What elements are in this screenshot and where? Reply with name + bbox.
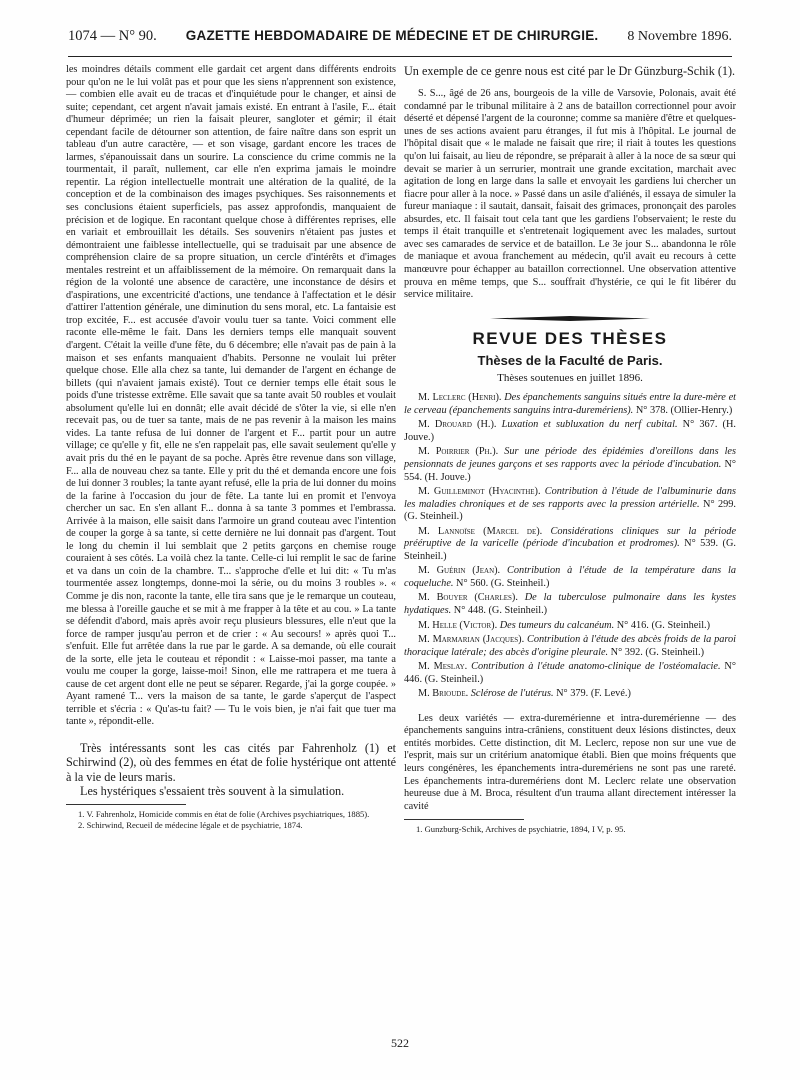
thesis-reference: N° 539. (G. Steinheil.) [404,538,736,562]
thesis-entry [404,661,736,686]
thesis-title: Luxation et subluxation du nerf cubital. [501,419,678,431]
thesis-reference: N° 378. (Ollier-Henry.) [635,404,733,416]
thesis-author: M. Guérin (Jean). [418,565,501,577]
thesis-author: M. Marmarian (Jacques). [418,634,525,646]
page-number: 522 [391,1036,409,1050]
thesis-title: Sclérose de l'utérus. [470,688,554,700]
footnote-gunzburg: 1. Gunzburg-Schik, Archives de psychiatrie, 1894, I V, p. 95. [416,824,626,835]
simulation-case-paragraph: S. S..., âgé de 26 ans, bourgeois de la ville de Varsovie, Polonais, avait été condamné par le tribunal militaire à 2 ans de bataillon correctionnel pour avoir déserté et dépensé l'argent de la couronne; comme sa manière d'être et quelques-unes de ses actions avaient paru étranges, il fut mis à l'hôpital. Le journal de l'hôpital disait que « le malade ne faisait que rire; il riait à toutes les questions qu'on lui faisait, au lieu de répondre, se préparait à aller à la noce de sa sœur qui devait se marier à un serrurier, montrait une grande excitation, marchait avec agitation de long en large dans la salle et envoyait les gardiens lui chercher un fiacre pour aller à la noce. » Passé dans un asile d'aliénés, il essaya de simuler la fureur maniaque : il sautait, dansait, faisait des grimaces, prononçait des paroles absurdes, etc. Il faisait tout cela tant que les gardiens l'observaient; le reste du temps il était tranquille et s'entretenait logiquement avec les malades, surtout avec ses camarades de service et de bataillon. Le 3e jour S... abandonna le rôle de maniaque et avoua franchement au médecin, qu'il avait eu recours à cette manœuvre pour échapper au bataillon correctionnel. Une observation attentive prouva en même temps, que S... souffrait d'hystérie, ce qui le fit libérer du service militaire. [404,88,736,301]
theses-subheading: Thèses soutenues en juillet 1896. [497,371,643,384]
thesis-title: Des épanchements sanguins situés entre la dure-mère et le cerveau (épanchements sanguins intra-duremériens). [404,392,736,416]
left-footnotes [66,809,396,830]
thesis-title: Considérations cliniques sur la période prééruptive de la varicelle (période d'incubation et prodromes). [404,525,737,550]
theses-list [404,392,736,701]
gunzburg-intro: Un exemple de ce genre nous est cité par le Dr Günzburg-Schik (1). [404,64,736,78]
thesis-entry [404,419,736,444]
thesis-reference: N° 392. (G. Steinheil.) [610,646,705,658]
thesis-reference: N° 446. (G. Steinheil.) [404,661,736,685]
journal-title: GAZETTE HEBDOMADAIRE DE MÉDECINE ET DE CHIRURGIE. [185,28,599,43]
thesis-reference: N° 367. (H. Jouve.) [404,419,736,443]
case-narrative-paragraph: les moindres détails comment elle gardait cet argent dans différents endroits pour qu'on ne le lui volât pas et pour que les siens n'apprennent son existence, — combien elle avait eu de tracas et d'inquiétude pour le changer, et ainsi de suite; cependant, cet argent n'avait jamais existé. En entrant à l'asile, F... était d'humeur déprimée; un rien la faisait pleurer, sangloter et gémir; il était cependant facile de détourner son attention, de faire naître dans son esprit un tableau d'un autre caractère, — et son visage, gardant encore les traces de larmes, s'épanouissait dans un sourire. La conscience du crime commis ne la tourmentait, il paraît, nullement, car elle n'en exprima jamais le moindre repentir. La région intellectuelle montrait une altération de la qualité, de la conception et de la combinaison des images psychiques. Ses raisonnements et ses conclusions étaient superficiels, pas assez approfondis, manquaient de précision et de logique. En racontant quelque chose à différentes reprises, elle en variait et embrouillait les détails. Ses souvenirs n'étaient pas justes et démontraient une faiblesse intellectuelle, qui se traduisait par une absence de compréhension claire de sa propre situation, un cercle d'intérêts et d'images mentales restreint et un affaiblissement de la mémoire. On remarquait dans la région de la volonté une absence de caractère, une inconstance de désirs et d'aspirations, une excentricité d'actions, une tendance à l'affectation et le désir d'attirer l'attention générale, une diminution du sens moral, etc. La fantaisie est trop excitée, F... est accusée d'avoir voulu tuer sa tante. Voici comment elle raconte elle-même le fait. Dans les derniers temps elle manquait souvent d'argent. C'était la veille d'une fête, du 6 décembre; elle n'avait pas de pain à la maison et ses enfants manquaient d'habits. Personne ne voulait lui prêter quelque chose. Elle alla chez sa tante, lui demander de l'argent en échange de billets (qui n'avaient jamais existé). Tout ce dernier temps elle était sous le poids d'une tristesse extrême. Elle savait que sa tante avait 50 roubles et voulait absolument qu'elle lui en donnât; elle avait décidé de s'ôter la vie, si elle n'en recevait pas, ou de tuer sa tante, mais de ne pas revenir à la maison les mains vides. La tante refusa de lui donner de l'argent et F... partit pour un autre village; ce qu'elle y fit, elle ne s'en rappelait pas, elle savait seulement qu'elle y avait pris du thé en le payant de sa poche. Après être revenue dans son village, F... alla de nouveau chez sa tante. Elle y prit du thé et demanda encore une fois de lui donner 3 roubles; la tante ayant refusé, elle la pria de lui donner du moins de la farine à l'occasion du jour de fête. La tante lui en promit et l'envoya chercher un sac. En s'en allant F... donna à sa tante 3 pommes et l'embrassa. Arrivée à la maison, elle saisit dans l'armoire un grand couteau avec l'intention de couper la gorge à sa tante, si cette dernière ne lui donnait pas d'argent. Tout le long du chemin il lui semblait que 2 petits garçons en chemise rouge couraient à ses côtés. La voilà chez la tante. Celle-ci lui remplit le sac de farine et va dans un coin de la chambre. T... s'approche d'elle et lui dit: « Tu m'as tourmentée assez longtemps, donne-moi la série, ou du moins 3 roubles ». « Comme je dis non, raconte la tante, elle tira sans que je le remarque un couteau, me blessa à l'oreille gauche et se mit à me frapper à la tête et au cou. » La tante se défendit d'abord, mais après avoir reçu plusieurs blessures, elle n'eut que la force de ramper jusqu'au perron et de crier : « Au secours! » après quoi T... s'enfuit. Elle fut arrêtée dans la rue par le garde. A sa demande, où elle courait de la sorte, elle jeta le couteau et répondit : « Laisse-moi passer, ma tante a voulu me couper la gorge, laisse-moi! Sinon, elle me rattrapera et me tuera à cause de cet argent dont elle ne peut se séparer. Regarde, j'ai la gorge coupée. » Ayant ramené T... vers la maison de sa tante, le garde s'aperçut de l'aspect terrible et s'écria : « Qu'as-tu fait? — Tu le vois bien, je n'ai fait que tuer ma tante », répondit-elle. [66,64,396,728]
thesis-entry [404,592,736,617]
thesis-author: M. Drouard (H.). [418,419,497,431]
thesis-author: M. Helle (Victor). [418,619,498,631]
thesis-title: Sur une période des épidémies d'oreillons dans les pensionnats de jeunes garçons et ses rapports avec la période d'incubation. [404,446,737,470]
thesis-reference: N° 299. (G. Steinheil.) [404,498,736,523]
thesis-author: M. Guilleminot (Hyacinthe). [418,486,541,498]
thesis-reference: N° 560. (G. Steinheil.) [456,577,550,589]
section-separator [490,316,650,321]
footnote-rule [404,819,524,820]
thesis-author: M. Lannoïse (Marcel de). [418,525,543,537]
left-column [66,64,396,830]
thesis-title: Des tumeurs du calcanéum. [499,619,615,631]
simulation-paragraph: Les hystériques s'essaient très souvent à la simulation. [80,783,345,798]
thesis-entry [404,620,736,633]
header-rule [68,56,732,57]
footnote-2: 2. Schirwind, Recueil de médecine légale et de psychiatrie, 1874. [78,819,303,830]
right-footnote [404,824,736,835]
thesis-reference: N° 416. (G. Steinheil.) [616,619,711,631]
thesis-entry [404,634,736,659]
thesis-title: Contribution à l'étude des abcès froids de la paroi thoracique latérale; des abcès d'origine pleurale. [404,634,737,658]
thesis-author: M. Brioude. [418,688,469,700]
thesis-author: M. Leclerc (Henri). [418,392,502,404]
page-header [68,28,732,52]
thesis-entry [404,688,736,701]
thesis-entry [404,565,736,590]
thesis-title: Contribution à l'étude anatomo-clinique de l'ostéomalacie. [471,661,721,673]
thesis-author: M. Poirrier (Ph.). [418,446,499,458]
thesis-reference: N° 554. (H. Jouve.) [404,458,736,483]
theses-heading: Thèses de la Faculté de Paris. [477,353,663,369]
thesis-reference: N° 448. (G. Steinheil.) [453,604,548,616]
thesis-author: M. Meslay. [418,661,468,673]
fahrenholz-paragraph: Très intéressants sont les cas cités par Fahrenholz (1) et Schirwind (2), où des femmes en état de folie hystérique ont attenté à la vie de leurs maris. [66,740,396,784]
leclerc-summary-paragraph: Les deux variétés — extra-duremérienne et intra-duremérienne — des épanchements sanguins intra-crâniens, constituent deux lésions distinctes, deux entités morbides. Cette distinction, dit M. Leclerc, repose non sur une vue de l'esprit, mais sur un critérium anatomique établi. Bien que moins fréquents que leurs congénères, les épanchements intra-duremériens ne sont pas une rareté. Les épanchements intra-duremériens dont M. Leclerc relate une observation heureuse due à M. Broca, résultent d'un trauma allant directement intéresser la cavité [404,712,736,812]
thesis-title: Contribution à l'étude de la température dans la coqueluche. [404,565,737,589]
issue-date: 8 Novembre 1896. [627,29,732,44]
thesis-author: M. Bouyer (Charles). [418,592,518,604]
thesis-title: Contribution à l'étude de l'albuminurie dans les maladies chroniques et de ses rapports avec la pression artérielle. [404,486,736,510]
header-issue-number: 1074 — N° 90. [68,28,157,44]
footnote-rule [66,804,186,805]
section-title: REVUE DES THÈSES [472,328,668,348]
footnote-1: 1. V. Fahrenholz, Homicide commis en état de folie (Archives psychiatriques, 1885). [78,809,370,820]
thesis-entry [404,526,736,564]
thesis-entry [404,486,736,524]
thesis-entry [404,392,736,417]
right-column [404,64,736,835]
thesis-reference: N° 379. (F. Levé.) [556,688,631,700]
thesis-entry [404,446,736,484]
thesis-title: De la tuberculose pulmonaire dans les kystes hydatiques. [404,592,736,616]
